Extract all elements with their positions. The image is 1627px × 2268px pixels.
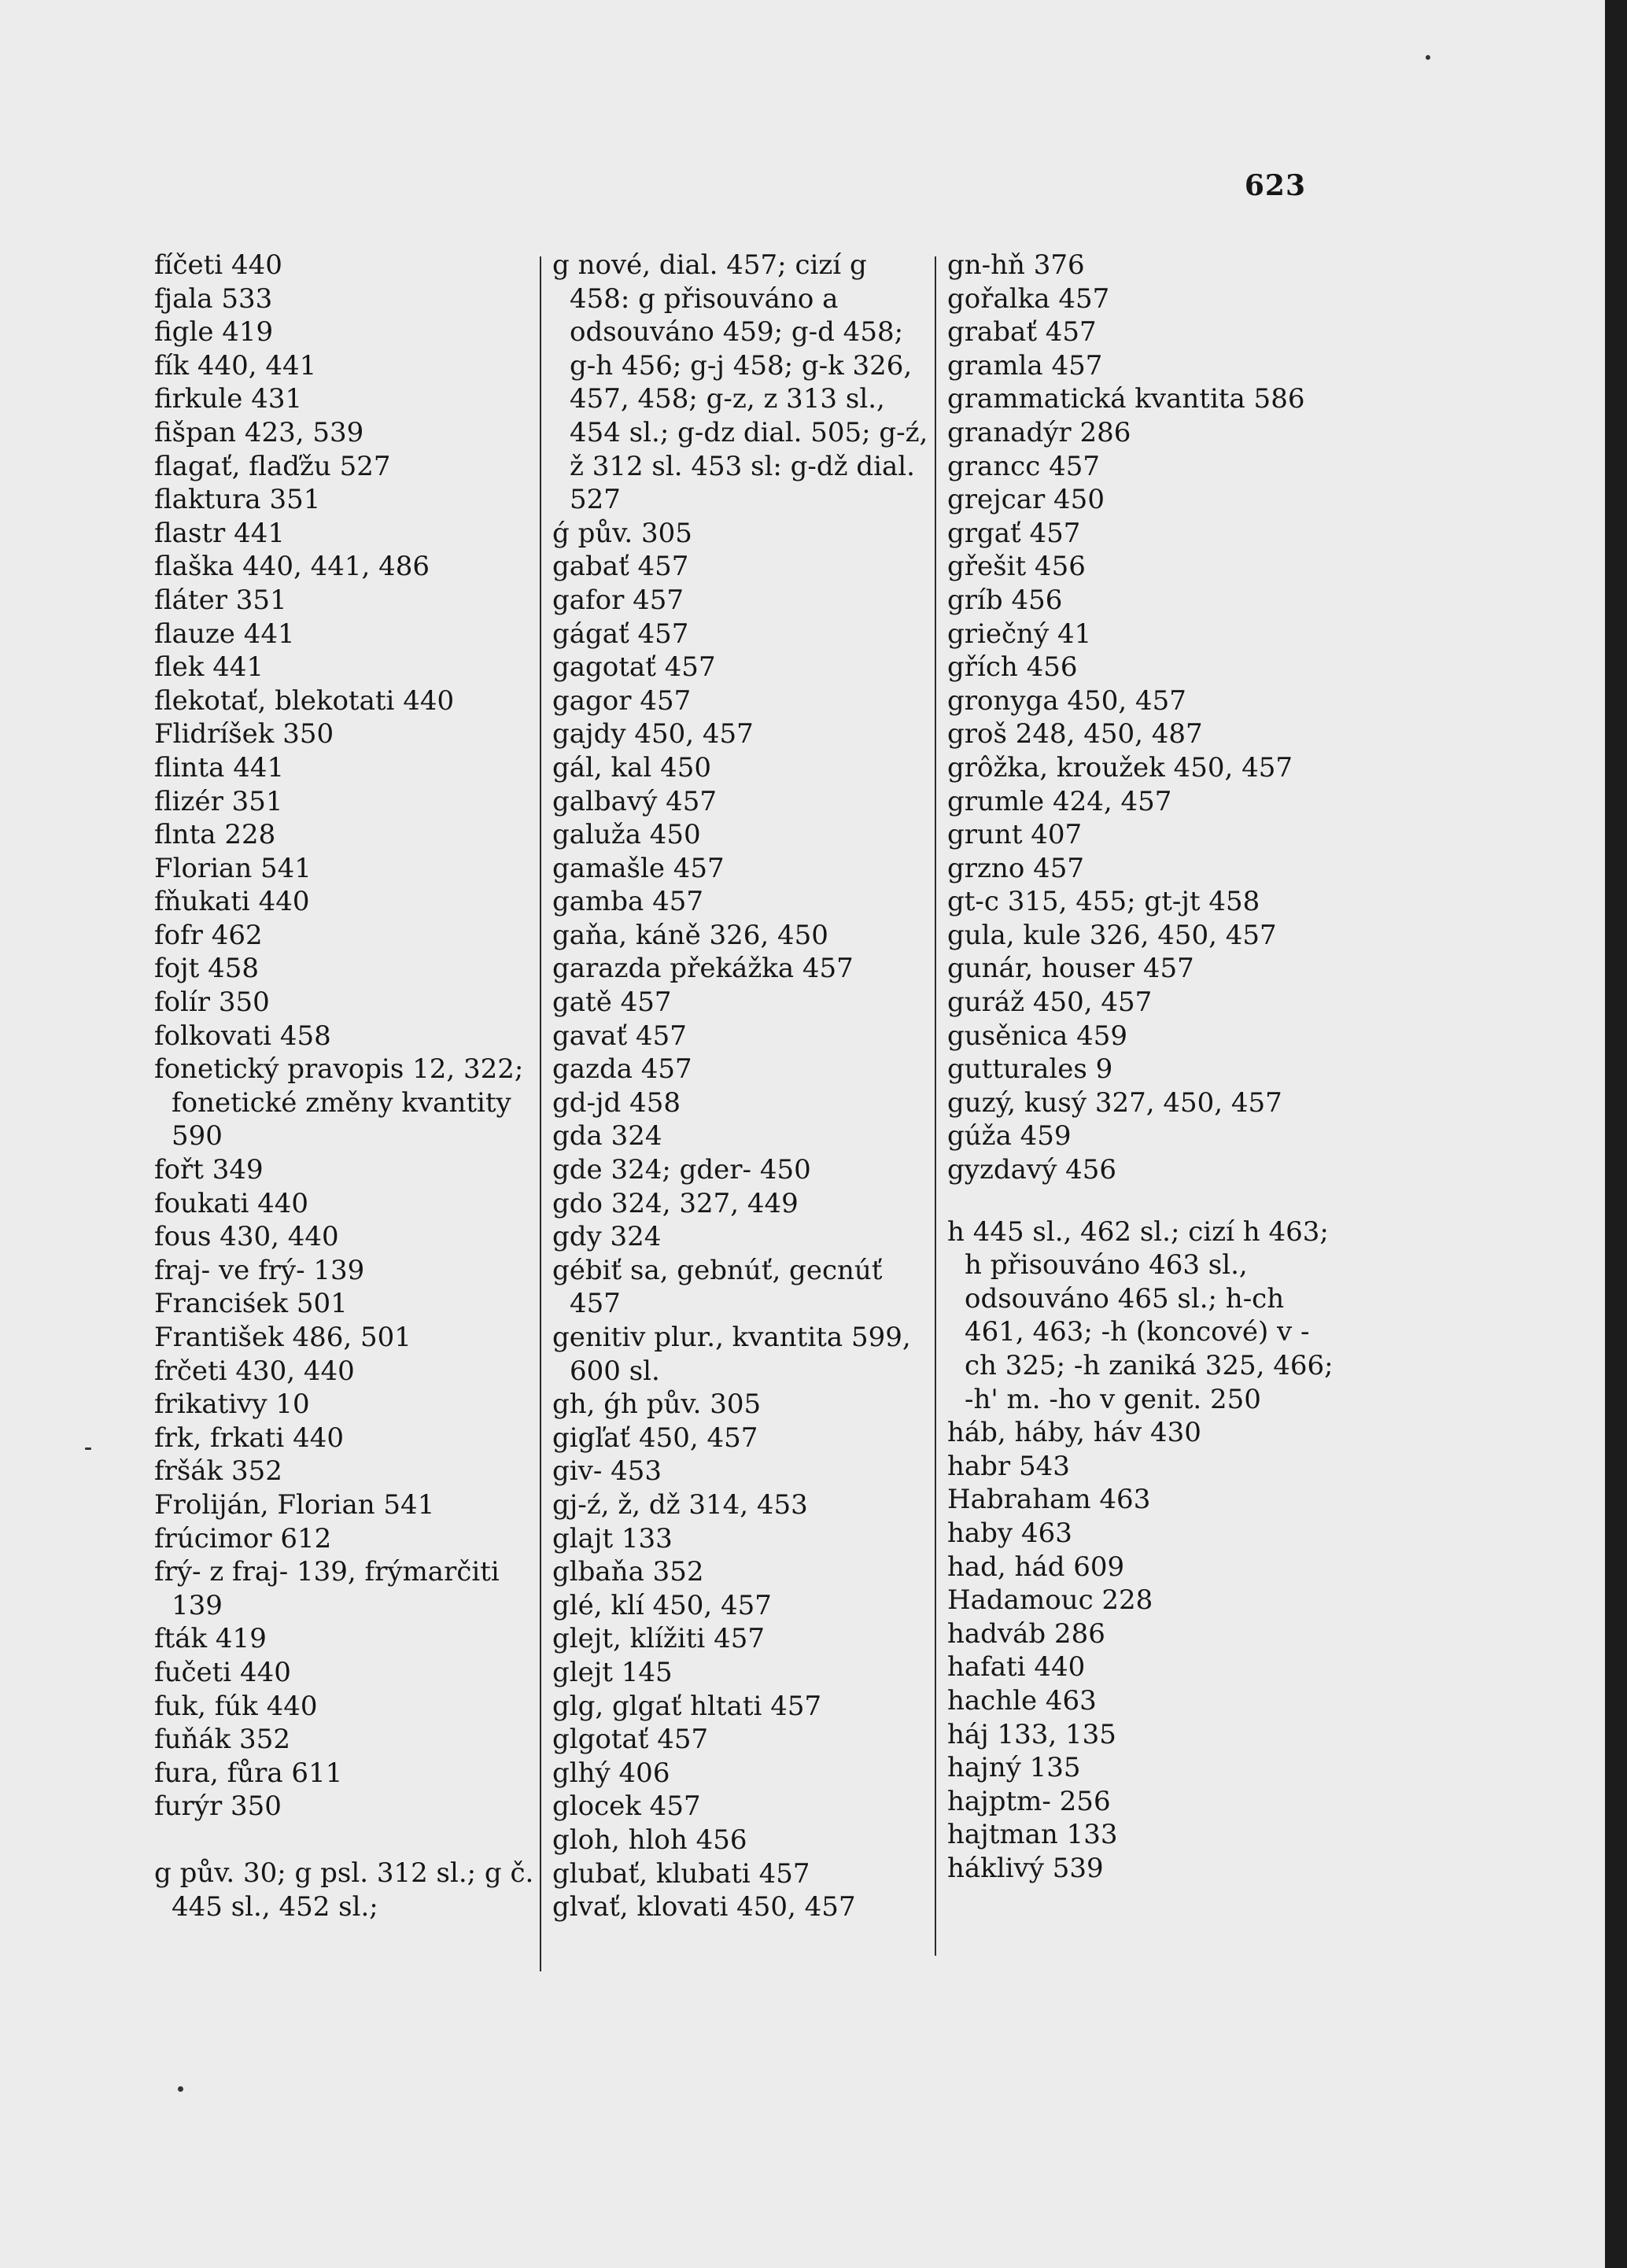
index-entry: glubať, klubati 457	[552, 1857, 810, 1890]
index-entry: granadýr 286	[947, 416, 1131, 448]
index-entry: gusěnica 459	[947, 1020, 1128, 1052]
index-entry: flauze 441	[154, 618, 295, 650]
index-entry: Froliján, Florian 541	[154, 1488, 435, 1521]
index-entry: hafati 440	[947, 1651, 1086, 1683]
index-entry: Franciśek 501	[154, 1288, 348, 1320]
index-entry: gloh, hloh 456	[552, 1824, 747, 1856]
index-column-middle	[552, 249, 932, 1924]
index-entry: fous 430, 440	[154, 1221, 339, 1253]
index-entry: grammatická kvantita 586	[947, 383, 1305, 415]
index-entry: flaktura 351	[154, 484, 321, 516]
index-entry: Florian 541	[154, 852, 312, 884]
index-entry: garazda překážka 457	[552, 953, 854, 985]
index-entry: flagať, flaďžu 527	[154, 450, 391, 482]
index-entry: háb, háby, háv 430	[947, 1417, 1201, 1449]
index-entry: gh, ǵh pův. 305	[552, 1388, 762, 1421]
index-entry: gafor 457	[552, 584, 684, 616]
index-entry: grôžka, kroužek 450, 457	[947, 751, 1293, 784]
index-entry: fíčeti 440	[154, 249, 282, 281]
index-entry: gde 324; gder- 450	[552, 1154, 811, 1186]
index-entry: gazda 457	[552, 1053, 692, 1086]
index-entry: gríb 456	[947, 584, 1063, 616]
index-entry: grejcar 450	[947, 484, 1105, 516]
index-entry: foukati 440	[154, 1187, 309, 1219]
index-column-right	[947, 249, 1341, 1886]
index-entry: flinta 441	[154, 751, 285, 784]
index-entry: gabať 457	[552, 551, 689, 583]
index-entry: fuk, fúk 440	[154, 1690, 318, 1722]
index-entry: fonetický pravopis 12, 322; fonetické změny kvantity 590	[154, 1053, 524, 1152]
index-entry: gn-hň 376	[947, 249, 1085, 281]
index-entry: glvať, klovati 450, 457	[552, 1891, 856, 1923]
index-entry: glajt 133	[552, 1522, 673, 1554]
index-entry: g nové, dial. 457; cizí g 458: g přisouváno a odsouváno 459; g-d 458; g-h 456; g-j 458; g-k 326, 457, 458; g-z, z 313 sl., 454 sl.; g-dz dial. 505; g-ź, ž 312 sl. 453 sl: g-dž dial. 527	[552, 249, 928, 516]
index-entry: fura, fůra 611	[154, 1757, 343, 1789]
index-entry: Hadamouc 228	[947, 1584, 1153, 1617]
index-entry: Flidríšek 350	[154, 718, 334, 750]
index-column-left	[154, 249, 540, 1923]
index-entry: flizér 351	[154, 785, 283, 817]
index-entry: g pův. 30; g psl. 312 sl.; g č. 445 sl., 452 sl.;	[154, 1857, 534, 1923]
index-entry: gd-jd 458	[552, 1086, 681, 1119]
index-entry: gébiť sa, gebnúť, gecnúť 457	[552, 1254, 883, 1320]
index-entry: ǵ pův. 305	[552, 517, 692, 549]
index-entry: glbaňa 352	[552, 1556, 704, 1588]
index-entry: frčeti 430, 440	[154, 1355, 355, 1387]
scan-speck	[1426, 55, 1430, 60]
index-entry: gutturales 9	[947, 1053, 1113, 1086]
index-entry: flaška 440, 441, 486	[154, 551, 430, 583]
index-entry: gál, kal 450	[552, 751, 711, 784]
index-entry: háj 133, 135	[947, 1718, 1116, 1750]
index-entry: gagor 457	[552, 684, 692, 717]
index-entry: guzý, kusý 327, 450, 457	[947, 1086, 1282, 1119]
index-entry: gamba 457	[552, 886, 704, 918]
column-divider-left	[540, 256, 541, 1971]
index-entry: grumle 424, 457	[947, 785, 1172, 817]
index-entry: glé, klí 450, 457	[552, 1589, 772, 1621]
index-entry: frý- z fraj- 139, frýmarčiti 139	[154, 1556, 500, 1621]
index-entry: frk, frkati 440	[154, 1422, 345, 1454]
index-entry: František 486, 501	[154, 1322, 411, 1353]
index-entry: h 445 sl., 462 sl.; cizí h 463; h přisouváno 463 sl., odsouváno 465 sl.; h-ch 461, 463; -h (koncové) v -ch 325; -h zaniká 325, 466; -h' m. -ho v genit. 250	[947, 1215, 1334, 1415]
index-entry: fořt 349	[154, 1154, 264, 1186]
index-entry: hachle 463	[947, 1684, 1097, 1717]
index-entry: giv- 453	[552, 1455, 662, 1488]
index-entry: gagotať 457	[552, 651, 716, 684]
index-entry: gamašle 457	[552, 852, 725, 884]
index-entry: guráž 450, 457	[947, 986, 1153, 1019]
index-entry: gajdy 450, 457	[552, 718, 754, 750]
index-entry: fuňák 352	[154, 1724, 290, 1756]
index-entry: grabať 457	[947, 316, 1097, 348]
index-entry: had, hád 609	[947, 1551, 1125, 1583]
index-entry: gdo 324, 327, 449	[552, 1187, 799, 1219]
index-entry: gda 324	[552, 1120, 662, 1152]
index-entry: glhý 406	[552, 1757, 670, 1789]
index-entry: genitiv plur., kvantita 599, 600 sl.	[552, 1322, 911, 1387]
index-entry: grgať 457	[947, 517, 1081, 549]
index-entry: gřích 456	[947, 651, 1078, 684]
scan-speck	[85, 1447, 91, 1450]
index-entry: glocek 457	[552, 1790, 701, 1823]
index-entry: frúcimor 612	[154, 1522, 332, 1554]
index-entry: fraj- ve frý- 139	[154, 1254, 365, 1286]
index-entry: flnta 228	[154, 819, 276, 851]
index-entry: gunár, houser 457	[947, 953, 1194, 985]
index-entry: furýr 350	[154, 1790, 282, 1823]
page-number: 623	[1244, 169, 1306, 202]
index-entry: grancc 457	[947, 450, 1100, 482]
index-entry: fjala 533	[154, 282, 273, 315]
index-entry: habr 543	[947, 1450, 1070, 1482]
index-entry: fučeti 440	[154, 1656, 291, 1688]
index-entry: gt-c 315, 455; gt-jt 458	[947, 886, 1260, 918]
index-entry: figle 419	[154, 316, 274, 348]
index-entry: gj-ź, ž, dž 314, 453	[552, 1488, 808, 1521]
index-entry: fták 419	[154, 1623, 267, 1655]
index-entry: gořalka 457	[947, 282, 1110, 315]
index-entry: hajný 135	[947, 1752, 1081, 1784]
index-entry: glejt, klížiti 457	[552, 1623, 765, 1655]
index-entry: hadváb 286	[947, 1617, 1105, 1650]
index-entry: hajptm- 256	[947, 1785, 1111, 1817]
index-entry: fňukati 440	[154, 886, 310, 918]
index-entry: haby 463	[947, 1517, 1072, 1549]
index-entry: fofr 462	[154, 919, 263, 951]
index-entry: griečný 41	[947, 618, 1092, 650]
index-entry: folír 350	[154, 986, 270, 1019]
index-entry: flekotať, blekotati 440	[154, 684, 455, 717]
index-entry: flek 441	[154, 651, 264, 684]
index-entry: gúža 459	[947, 1120, 1072, 1152]
index-entry: gavať 457	[552, 1020, 687, 1052]
index-entry: gaňa, káně 326, 450	[552, 919, 828, 951]
index-entry: fík 440, 441	[154, 349, 317, 382]
index-entry: folkovati 458	[154, 1020, 331, 1052]
index-entry: fršák 352	[154, 1455, 282, 1488]
index-entry: firkule 431	[154, 383, 303, 415]
index-entry: Habraham 463	[947, 1484, 1151, 1516]
index-entry: gramla 457	[947, 349, 1103, 382]
index-entry: hajtman 133	[947, 1819, 1118, 1851]
index-entry: gágať 457	[552, 618, 689, 650]
index-entry: gřešit 456	[947, 551, 1086, 583]
index-entry: galuža 450	[552, 819, 701, 851]
index-entry: gigľať 450, 457	[552, 1422, 758, 1454]
index-entry: gyzdavý 456	[947, 1154, 1117, 1186]
index-entry: háklivý 539	[947, 1852, 1104, 1884]
index-entry: fojt 458	[154, 953, 259, 985]
index-entry: fláter 351	[154, 584, 287, 616]
index-entry: glejt 145	[552, 1656, 673, 1688]
index-entry: fišpan 423, 539	[154, 416, 364, 448]
index-entry: gula, kule 326, 450, 457	[947, 919, 1277, 951]
index-entry: grunt 407	[947, 819, 1083, 851]
index-entry: gatě 457	[552, 986, 672, 1019]
index-entry: gdy 324	[552, 1221, 662, 1253]
index-entry: flastr 441	[154, 517, 286, 549]
index-entry: glg, glgať hltati 457	[552, 1690, 822, 1722]
index-entry: grzno 457	[947, 852, 1085, 884]
index-entry: glgotať 457	[552, 1724, 709, 1756]
scan-speck	[178, 2086, 183, 2092]
index-entry: groš 248, 450, 487	[947, 718, 1203, 750]
index-entry: galbavý 457	[552, 785, 718, 817]
index-entry: frikativy 10	[154, 1388, 310, 1421]
column-divider-right	[935, 256, 936, 1956]
index-entry: gronyga 450, 457	[947, 684, 1186, 717]
